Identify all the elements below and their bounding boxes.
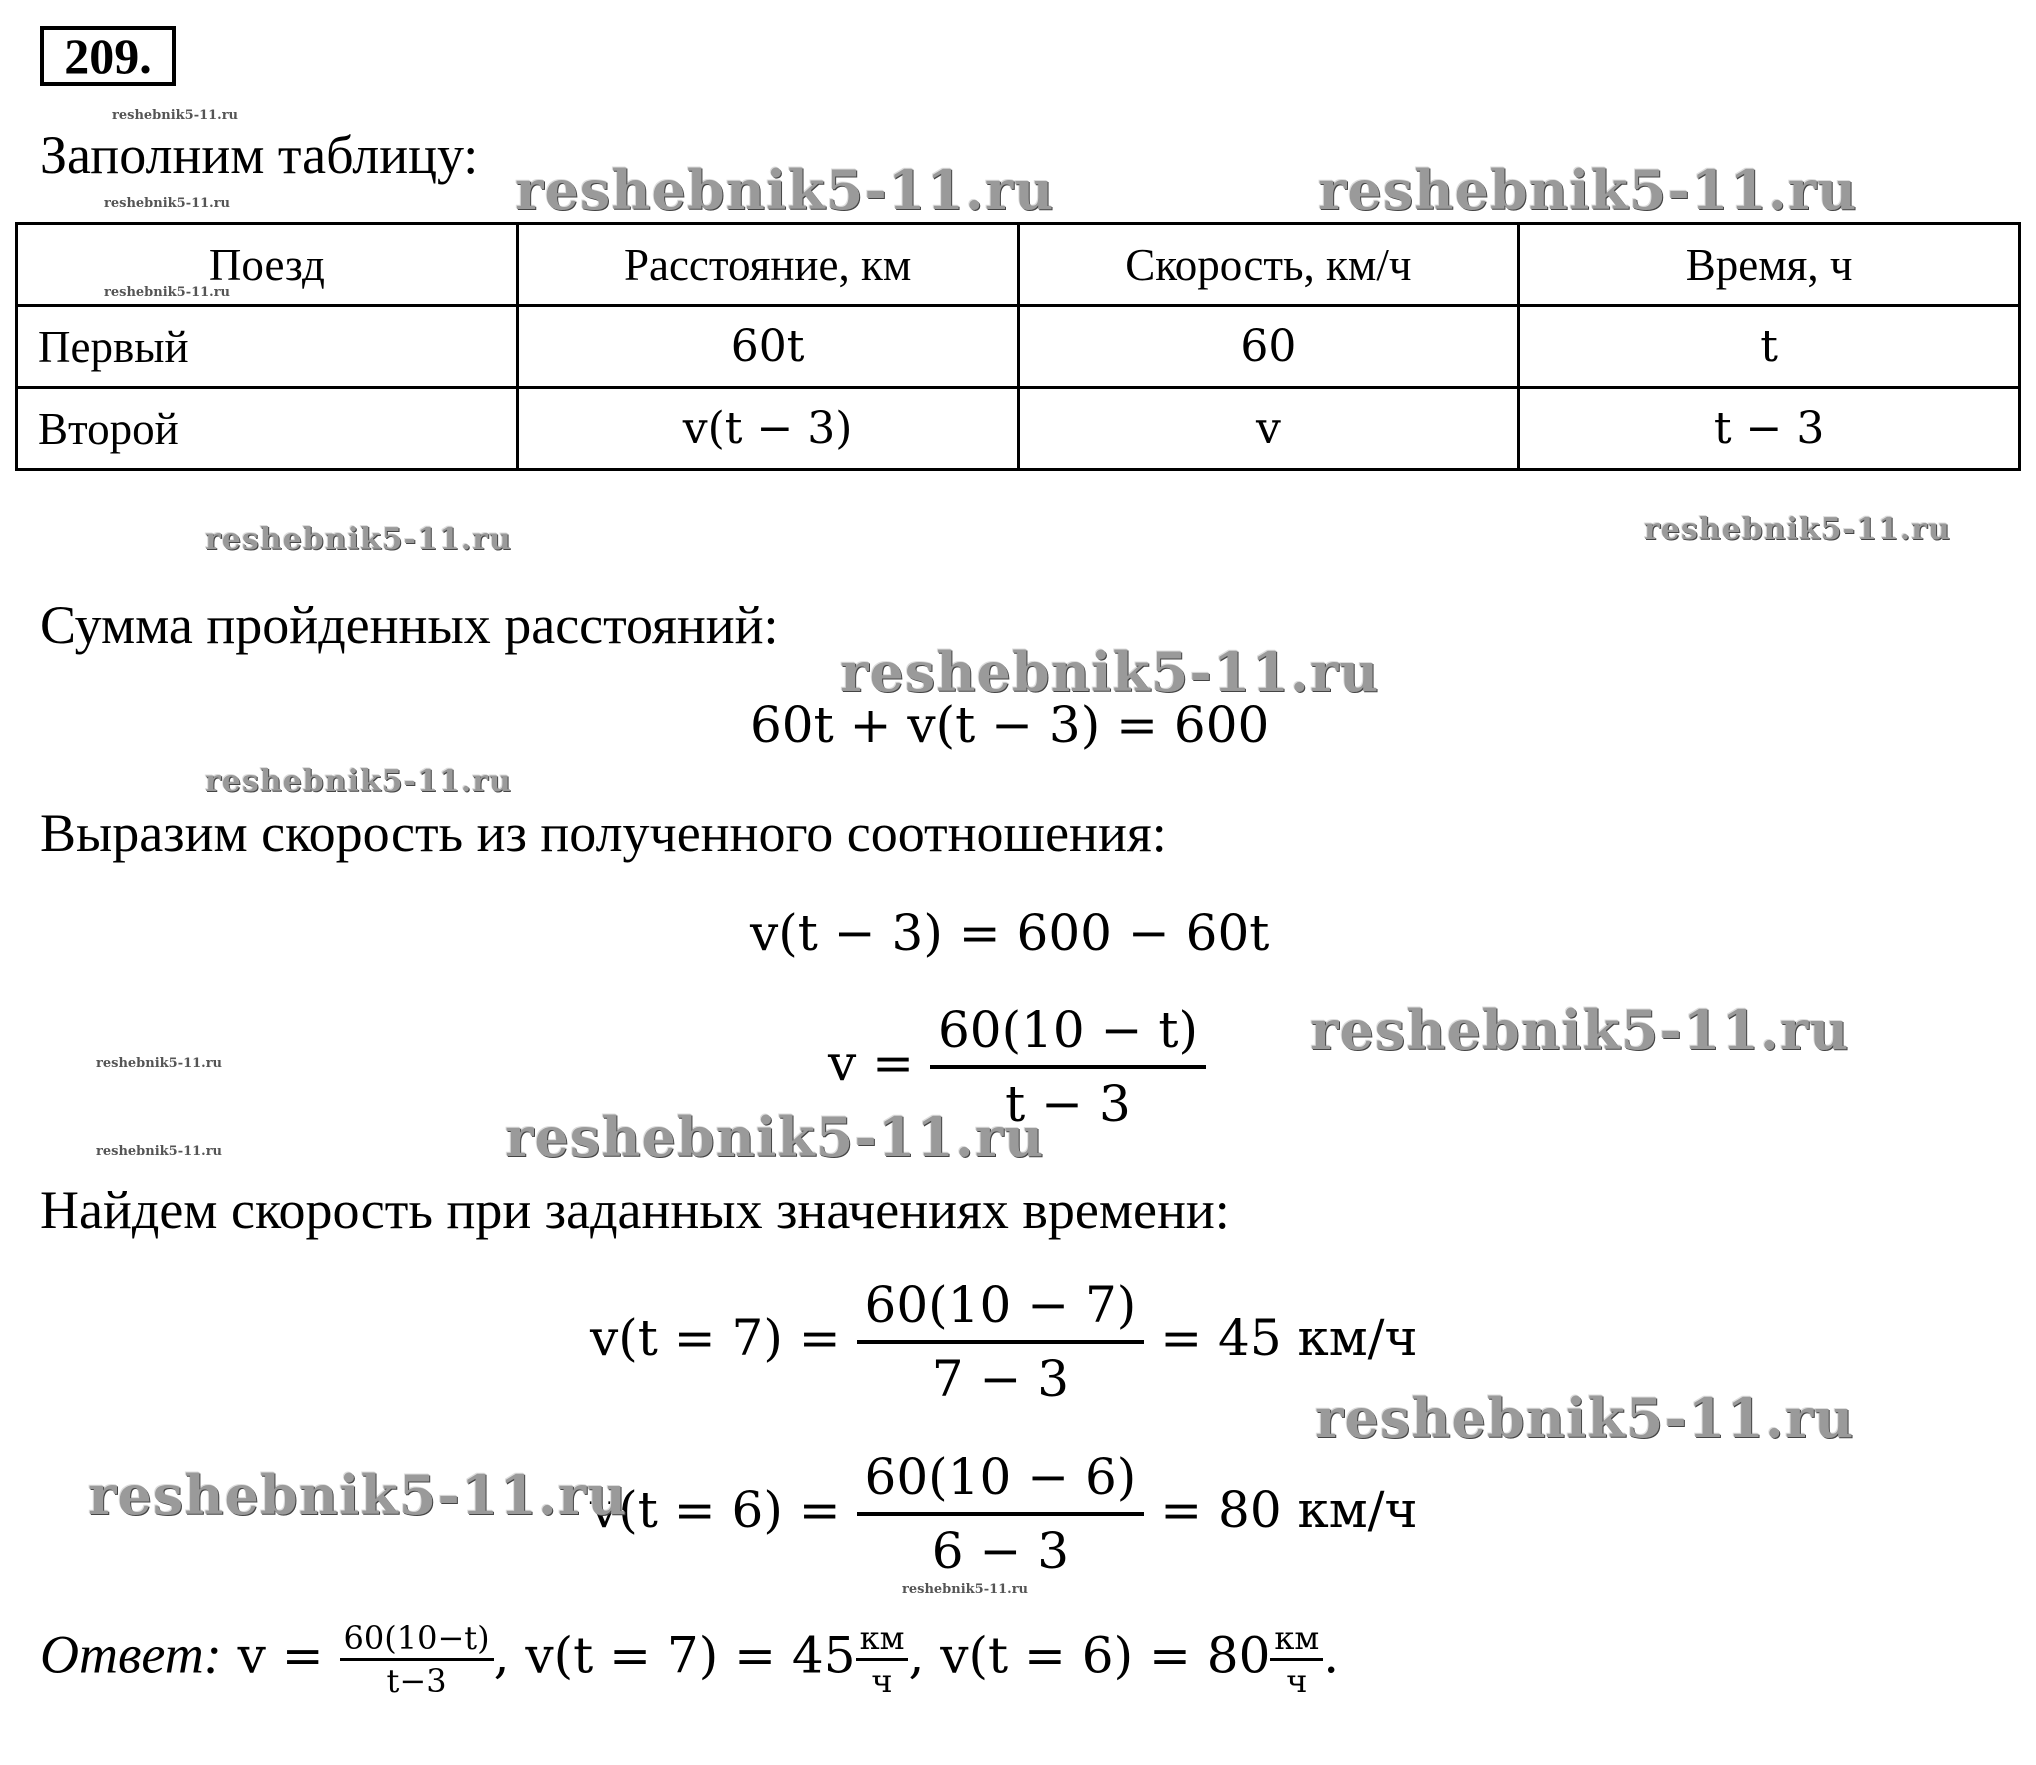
answer-label: Ответ:: [40, 1624, 222, 1685]
table-header: Время, ч: [1519, 224, 2020, 306]
table-row: [17, 388, 2020, 470]
table-cell: v(t − 3): [517, 388, 1018, 470]
watermark: reshebnik5-11.ru: [1315, 1386, 1855, 1450]
equation-5-rhs: = 80 км/ч: [1160, 1481, 1418, 1539]
fraction-denominator: 7 − 3: [931, 1350, 1070, 1408]
find-label: Найдем скорость при заданных значениях времени:: [40, 1180, 1230, 1240]
watermark: reshebnik5-11.ru: [88, 1463, 628, 1527]
intro-text: Заполним таблицу:: [40, 125, 479, 185]
watermark: reshebnik5-11.ru: [104, 196, 231, 211]
table-cell: t − 3: [1519, 388, 2020, 470]
table-row: [17, 306, 2020, 388]
equation-2: v(t − 3) = 600 − 60t: [750, 904, 1270, 962]
express-label: Выразим скорость из полученного соотношения:: [40, 803, 1167, 863]
equation-5: [590, 1448, 1418, 1580]
table-header: Скорость, км/ч: [1018, 224, 1519, 306]
problem-number: 209.: [40, 26, 176, 86]
equation-4-lhs: v(t = 7) =: [590, 1309, 841, 1367]
watermark: reshebnik5-11.ru: [515, 158, 1055, 222]
watermark: reshebnik5-11.ru: [840, 640, 1380, 704]
answer-part-3: , v(t = 6) = 80: [908, 1626, 1271, 1685]
answer-part-2: , v(t = 7) = 45: [493, 1626, 856, 1685]
equation-4-rhs: = 45 км/ч: [1160, 1309, 1418, 1367]
equation-1: 60t + v(t − 3) = 600: [750, 696, 1270, 754]
sum-label: Сумма пройденных расстояний:: [40, 595, 779, 655]
fraction-denominator: 6 − 3: [931, 1522, 1070, 1580]
table-cell: 60t: [517, 306, 1018, 388]
unit-numerator: км: [1270, 1622, 1323, 1661]
equation-4: [590, 1276, 1418, 1408]
fraction-denominator: t − 3: [1005, 1075, 1131, 1133]
watermark: reshebnik5-11.ru: [1318, 158, 1858, 222]
fraction-numerator: 60(10 − 7): [857, 1280, 1145, 1344]
unit-denominator: ч: [1286, 1662, 1308, 1700]
answer-fraction: [340, 1619, 494, 1700]
unit-fraction: [856, 1619, 909, 1700]
unit-fraction: [1270, 1619, 1323, 1700]
watermark: reshebnik5-11.ru: [1310, 998, 1850, 1062]
answer-end: .: [1323, 1626, 1340, 1685]
watermark: reshebnik5-11.ru: [505, 1105, 1045, 1169]
watermark: reshebnik5-11.ru: [902, 1582, 1029, 1597]
answer-v: v =: [237, 1626, 324, 1685]
watermark: reshebnik5-11.ru: [96, 1056, 223, 1071]
data-table: [15, 222, 2021, 471]
table-cell: v: [1018, 388, 1519, 470]
unit-denominator: ч: [871, 1662, 893, 1700]
table-header: Расстояние, км: [517, 224, 1018, 306]
equation-4-fraction: [857, 1276, 1145, 1408]
table-cell: Первый: [17, 306, 518, 388]
watermark: reshebnik5-11.ru: [104, 285, 231, 300]
answer-line: [40, 1619, 1340, 1700]
table-cell: 60: [1018, 306, 1519, 388]
equation-5-lhs: v(t = 6) =: [590, 1481, 841, 1539]
table-cell: t: [1519, 306, 2020, 388]
table-cell: Второй: [17, 388, 518, 470]
watermark: reshebnik5-11.ru: [1644, 512, 1951, 547]
fraction-numerator: 60(10−t): [340, 1622, 494, 1661]
fraction-numerator: 60(10 − 6): [857, 1452, 1145, 1516]
table-header: Поезд: [17, 224, 518, 306]
watermark: reshebnik5-11.ru: [205, 522, 512, 557]
watermark: reshebnik5-11.ru: [112, 108, 239, 123]
watermark: reshebnik5-11.ru: [96, 1144, 223, 1159]
fraction-numerator: 60(10 − t): [930, 1005, 1206, 1069]
fraction-denominator: t−3: [386, 1662, 447, 1700]
table-header-row: [17, 224, 2020, 306]
equation-3-lhs: v =: [828, 1034, 915, 1092]
equation-5-fraction: [857, 1448, 1145, 1580]
unit-numerator: км: [856, 1622, 909, 1661]
watermark: reshebnik5-11.ru: [205, 764, 512, 799]
